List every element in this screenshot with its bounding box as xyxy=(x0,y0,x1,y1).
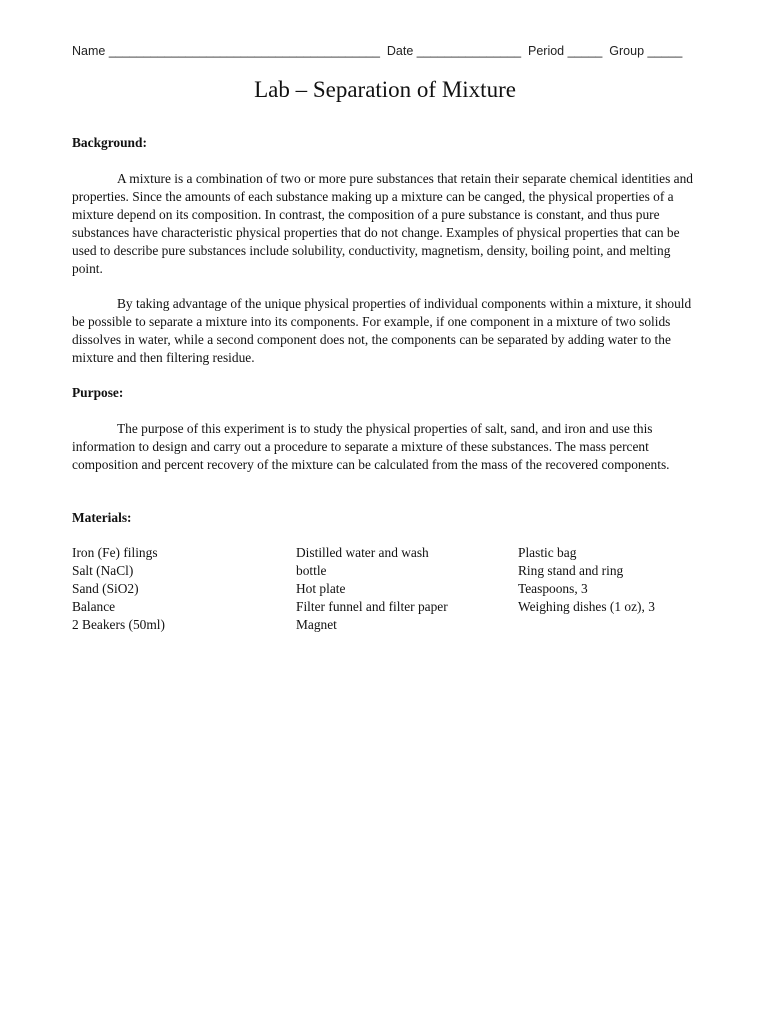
material-item: Distilled water and wash xyxy=(296,545,429,560)
background-paragraph-2: By taking advantage of the unique physical properties of individual components within a mixture, it should be possible to separate a mixture into its components. For example, if one component in a mixture of two solids dissolves in water, while a second component does not, the components can be separated by adding water to the mixture and then filtering residue. xyxy=(72,296,692,365)
material-item: Plastic bag xyxy=(518,545,577,560)
material-item: Filter funnel and filter paper xyxy=(296,599,448,614)
material-item: bottle xyxy=(296,563,327,578)
background-heading: Background: xyxy=(72,135,147,150)
material-item: 2 Beakers (50ml) xyxy=(72,617,165,632)
material-item: Iron (Fe) filings xyxy=(72,545,158,560)
material-item: Teaspoons, 3 xyxy=(518,581,588,596)
page-title: Lab – Separation of Mixture xyxy=(254,77,516,102)
materials-column-2 xyxy=(296,544,448,634)
materials-column-1 xyxy=(72,544,165,634)
material-item: Weighing dishes (1 oz), 3 xyxy=(518,599,655,614)
material-item: Salt (NaCl) xyxy=(72,563,134,578)
purpose-paragraph: The purpose of this experiment is to study the physical properties of salt, sand, and iron and use this information to design and carry out a procedure to separate a mixture of these substances. The mass percent composition and percent recovery of the mixture can be calculated from the mass of the recovered components. xyxy=(72,421,670,472)
student-info-line: Name _______________________________________ Date _______________ Period _____ Group _____ xyxy=(72,44,683,58)
material-item: Hot plate xyxy=(296,581,346,596)
background-paragraph-1: A mixture is a combination of two or more pure substances that retain their separate chemical identities and properties. Since the amounts of each substance making up a mixture can be canged, the physical properties of a mixture depend on its composition. In contrast, the composition of a pure substance is constant, and thus pure substances have characteristic physical properties that do not change. Examples of physical properties that can be used to describe pure substances include solubility, conductivity, magnetism, density, boiling point, and melting point. xyxy=(72,171,693,276)
purpose-heading: Purpose: xyxy=(72,385,124,400)
material-item: Sand (SiO2) xyxy=(72,581,139,596)
material-item: Balance xyxy=(72,599,116,614)
materials-column-3 xyxy=(518,544,655,616)
material-item: Magnet xyxy=(296,617,337,632)
materials-heading: Materials: xyxy=(72,510,132,525)
material-item: Ring stand and ring xyxy=(518,563,624,578)
